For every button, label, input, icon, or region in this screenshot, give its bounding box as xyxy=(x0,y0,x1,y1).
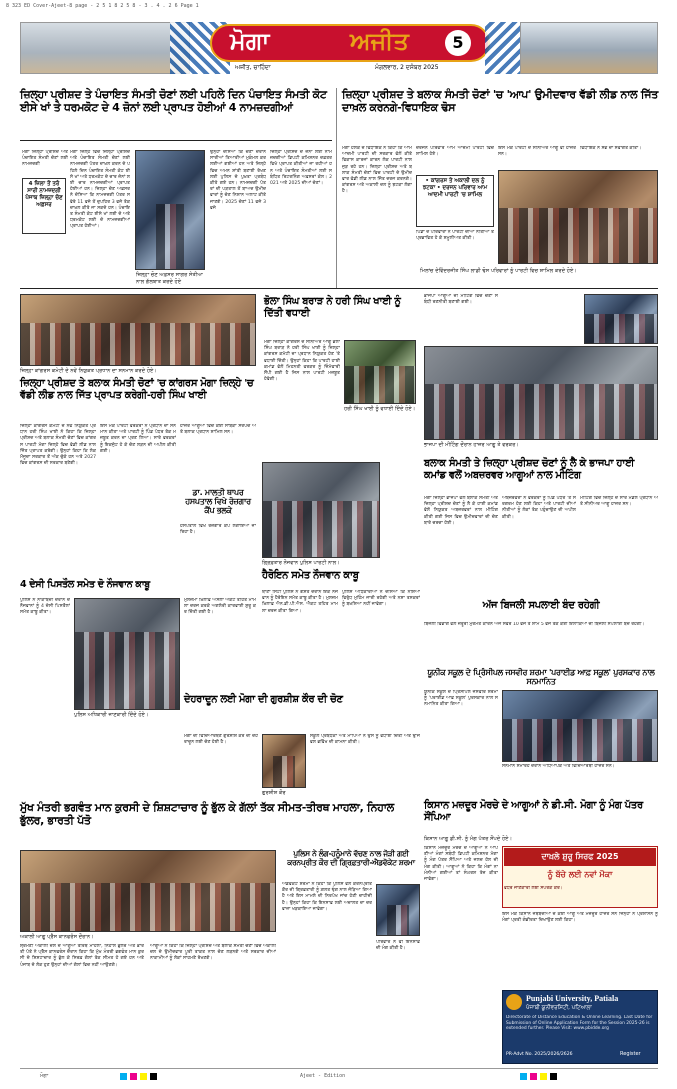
a6-body: ਭਾਜਪਾ ਆਗੂਆਂ ਦੀ ਮੀਟਿੰਗ ਵਿਚ ਚੋਣਾਂ ਸਬੰਧੀ ਰਣਨੀਤੀ ਬਣਾਈ ਗਈ। xyxy=(424,294,498,306)
a1-body: ਉਨ੍ਹਾਂ ਦੱਸਿਆ ਕਿ ਚੋਣਾਂ ਦੌਰਾਨ ਸਾਰੀਆਂ ਤਿਆਰੀਆਂ ਮੁਕੰਮਲ ਕਰ ਲਈਆਂ ਗਈਆਂ ਹਨ ਅਤੇ ਜ਼ਿਲ੍ਹੇ ਵਿਚ ਅਮਨ ਸ਼ਾਂਤੀ ਬਣਾਈ ਰੱਖਣ ਲਈ ਪੁਲਿਸ ਦੇ ਪੁਖ਼ਤਾ ਪ੍ਰਬੰਧ ਕੀਤੇ ਗਏ ਹਨ। ਨਾਮਜ਼ਦਗੀ ਪੱਤਰਾਂ ਦੀ ਪੜਤਾਲ ਤੋਂ ਬਾਅਦ ਉਮੀਦਵਾਰਾਂ ਨੂੰ ਚੋਣ ਨਿਸ਼ਾਨ ਅਲਾਟ ਕੀਤੇ ਜਾਣਗੇ। 2025 ਚੋਣਾਂ 11 ਵਜੇ 3 ਵਜੇ xyxy=(210,150,266,211)
register-label: Register xyxy=(620,1051,641,1057)
a13-body: ਆਗੂਆਂ ਨੇ ਕਿਹਾ ਕਿ ਜ਼ਿਲ੍ਹਾ ਪ੍ਰੀਸ਼ਦ ਅਤੇ ਬਲਾਕ ਸੰਮਤੀ ਚੋਣਾਂ ਵਿਚ ਅਕਾਲੀ ਦਲ ਦੇ ਉਮੀਦਵਾਰ ਪੂਰੀ ਤਾਕਤ ਨਾਲ ਚੋਣ ਲੜਨਗੇ ਅਤੇ ਸਰਕਾਰ ਦੀਆਂ ਨਾਕਾਮੀਆਂ ਨੂੰ ਲੋਕਾਂ ਸਾਹਮਣੇ ਰੱਖਣਗੇ। xyxy=(150,944,276,962)
university-name: Punjabi University, Patiala xyxy=(526,994,619,1003)
a13-photo xyxy=(20,850,276,932)
a8-body: ਮੁਲਜ਼ਮਾਂ ਖ਼ਿਲਾਫ਼ ਅਸਲਾ ਐਕਟ ਤਹਿਤ ਮਾਮਲਾ ਦਰਜ ਕਰਕੇ ਅਗਲੇਰੀ ਕਾਰਵਾਈ ਸ਼ੁਰੂ ਕਰ ਦਿੱਤੀ ਗਈ ਹੈ। xyxy=(184,598,256,616)
a2-box: • ਕਾਂਗਰਸ ਤੇ ਅਕਾਲੀ ਦਲ ਨੂੰ ਝਟਕਾ • ਦਰਜਨ ਪਰਿਵਾਰ ਆਮ ਆਦਮੀ ਪਾਰਟੀ 'ਚ ਸ਼ਾਮਿਲ xyxy=(416,175,494,227)
a4-headline: ਜ਼ਿਲ੍ਹਾ ਪ੍ਰੀਸ਼ਦ ਤੇ ਬਲਾਕ ਸੰਮਤੀ ਚੋਣਾਂ 'ਚ ਕਾਂਗਰਸ ਮੋਗਾ ਜ਼ਿਲ੍ਹੇ 'ਚ ਵੱਡੀ ਲੀਡ ਨਾਲ ਜਿੱਤ ਪ੍ਰਾਪਤ ਕਰੇਗੀ-ਹਰੀ ਸਿੰਘ ਖਾਈ xyxy=(20,378,254,401)
cmyk-mark xyxy=(130,1073,137,1080)
divider xyxy=(20,288,658,289)
a7-body: ਪੁਲਿਸ ਅਧਿਕਾਰੀਆਂ ਨੇ ਦੱਸਿਆ ਕਿ ਨਸ਼ਿਆਂ ਵਿਰੁੱਧ ਮੁਹਿੰਮ ਜਾਰੀ ਰਹੇਗੀ ਅਤੇ ਨਸ਼ਾ ਤਸਕਰਾਂ ਨੂੰ ਬਖ਼ਸ਼ਿਆ ਨਹੀਂ ਜਾਵੇਗਾ। xyxy=(342,590,420,608)
a14-body: ਐਡਵੋਕੇਟ ਸ਼ਰਮਾ ਨੇ ਕਿਹਾ ਕਿ ਪੁਲਿਸ ਵੱਲੋਂ ਕਰਨਪ੍ਰੀਤ ਕੌਰ ਦੀ ਗ੍ਰਿਫ਼ਤਾਰੀ ਨੂੰ ਗ਼ਲਤ ਢੰਗ ਨਾਲ ਜੋੜਿਆ ਗਿਆ ਹੈ ਅਤੇ ਇਸ ਮਾਮਲੇ ਦੀ ਨਿਰਪੱਖ ਜਾਂਚ ਹੋਣੀ ਚਾਹੀਦੀ ਹੈ। ਉਨ੍ਹਾਂ ਕਿਹਾ ਕਿ ਇਨਸਾਫ਼ ਲਈ ਅਦਾਲਤ ਦਾ ਦਰਵਾਜ਼ਾ ਖੜਕਾਇਆ ਜਾਵੇਗਾ। xyxy=(282,882,372,912)
a1-photo xyxy=(135,150,205,270)
a7-caption: ਗ੍ਰਿਫ਼ਤਾਰ ਨੌਜਵਾਨ ਪੁਲਿਸ ਪਾਰਟੀ ਨਾਲ। xyxy=(262,560,340,566)
a6-body: ਮੋਗਾ ਜ਼ਿਲ੍ਹਾ ਭਾਜਪਾ ਵੱਲੋਂ ਬਲਾਕ ਸੰਮਤੀ ਅਤੇ ਜ਼ਿਲ੍ਹਾ ਪ੍ਰੀਸ਼ਦ ਚੋਣਾਂ ਨੂੰ ਲੈ ਕੇ ਹਾਈ ਕਮਾਂਡ ਵੱਲੋਂ ਨਿਯੁਕਤ ਅਬਜ਼ਰਵਰਾਂ ਨਾਲ ਮੀਟਿੰਗ ਕੀਤੀ ਗਈ ਜਿਸ ਵਿਚ ਉਮੀਦਵਾਰਾਂ ਦੀ ਚੋਣ ਬਾਰੇ ਚਰਚਾ ਹੋਈ। xyxy=(424,496,498,526)
a6-photo xyxy=(424,346,658,440)
a1-body: ਮੋਗਾ ਜ਼ਿਲ੍ਹਾ ਪ੍ਰੀਸ਼ਦ ਅਤੇ ਪੰਚਾਇਤ ਸੰਮਤੀ ਚੋਣਾਂ ਲਈ ਨਾਮਜ਼ਦਗੀ xyxy=(22,150,68,168)
a8-photo xyxy=(74,598,180,710)
cmyk-mark xyxy=(520,1073,527,1080)
a1-box: 4 ਜ਼ਿਲਾ ਤੋਂ ਤਰੰ ਸਾਰੀ ਨਾਮਜ਼ਦਗੀ ਪੰਜਾਬ ਜ਼ਿਲ੍ਹਾ ਚੋਣ ਅਫ਼ਸਰ xyxy=(22,178,66,234)
footer-rule xyxy=(20,1068,658,1069)
a2-body: ਇਸ ਮੌਕੇ ਪਾਰਟੀ ਦੇ ਸੀਨੀਅਰ ਆਗੂ ਵੀ ਹਾਜ਼ਰ ਸਨ। xyxy=(498,146,576,158)
a12-headline: ਕਿਸਾਨ ਮਜ਼ਦੂਰ ਮੋਰਚੇ ਦੇ ਆਗੂਆਂ ਨੇ ਡੀ.ਸੀ. ਮੋਗਾ ਨੂੰ ਮੰਗ ਪੱਤਰ ਸੌਂਪਿਆ xyxy=(424,800,643,823)
a2-body: ਵਿਧਾਇਕ ਨੇ ਸਭ ਦਾ ਸਵਾਗਤ ਕੀਤਾ। xyxy=(580,146,642,151)
a9-body: ਮੋਗਾ ਦੀ ਵਿਦਿਆਰਥਣ ਗੁਰਸ਼ੀਸ਼ ਕੌਰ ਦੀ ਦੇਹਰਾਦੂਨ ਲਈ ਚੋਣ ਹੋਈ ਹੈ। xyxy=(184,734,258,746)
a10-body: ਬਿਜਲੀ ਵਿਭਾਗ ਵੱਲੋਂ ਜ਼ਰੂਰੀ ਮੁਰੰਮਤ ਕਾਰਨ ਅੱਜ ਸਵੇਰੇ 10 ਵਜੇ ਤੋਂ ਸ਼ਾਮ 5 ਵਜੇ ਤੱਕ ਕਈ ਇਲਾਕਿਆਂ ਦੀ ਬਿਜਲੀ ਸਪਲਾਈ ਬੰਦ ਰਹੇਗੀ। xyxy=(424,622,645,627)
a12-body: ਕਿਸਾਨ ਮਜ਼ਦੂਰ ਮੋਰਚੇ ਦੇ ਆਗੂਆਂ ਨੇ ਆਪਣੀਆਂ ਮੰਗਾਂ ਸਬੰਧੀ ਡਿਪਟੀ ਕਮਿਸ਼ਨਰ ਮੋਗਾ ਨੂੰ ਮੰਗ ਪੱਤਰ ਸੌਂਪਿਆ ਅਤੇ ਜਲਦ ਹੱਲ ਦੀ ਮੰਗ ਕੀਤੀ। ਆਗੂਆਂ ਨੇ ਕਿਹਾ ਕਿ ਮੰਗਾਂ ਨਾ ਮੰਨੀਆਂ ਗਈਆਂ ਤਾਂ ਸੰਘਰਸ਼ ਤੇਜ਼ ਕੀਤਾ ਜਾਵੇਗਾ। xyxy=(424,846,498,883)
cmyk-mark xyxy=(150,1073,157,1080)
a10-headline: ਅੱਜ ਬਿਜਲੀ ਸਪਲਾਈ ਬੰਦ ਰਹੇਗੀ xyxy=(482,600,600,611)
cmyk-mark xyxy=(140,1073,147,1080)
a2-body: ਪਿੰਡਾਂ ਦੇ ਪਰਿਵਾਰਾਂ ਨੇ ਪਾਰਟੀ ਦੀਆਂ ਨੀਤੀਆਂ ਤੋਂ ਪ੍ਰਭਾਵਿਤ ਹੋ ਕੇ ਸ਼ਮੂਲੀਅਤ ਕੀਤੀ। xyxy=(416,230,494,242)
a2-body: ਮੋਗਾ ਹਲਕੇ ਦੇ ਵਿਧਾਇਕ ਨੇ ਕਿਹਾ ਕਿ ਆਮ ਆਦਮੀ ਪਾਰਟੀ ਦੀ ਸਰਕਾਰ ਵੱਲੋਂ ਕੀਤੇ ਵਿਕਾਸ ਕਾਰਜਾਂ ਕਾਰਨ ਲੋਕ ਪਾਰਟੀ ਨਾਲ ਜੁੜ ਰਹੇ ਹਨ। ਜ਼ਿਲ੍ਹਾ ਪ੍ਰੀਸ਼ਦ ਅਤੇ ਬਲਾਕ ਸੰਮਤੀ ਚੋਣਾਂ ਵਿਚ ਪਾਰਟੀ ਦੇ ਉਮੀਦਵਾਰ ਵੱਡੀ ਲੀਡ ਨਾਲ ਜਿੱਤ ਦਰਜ ਕਰਨਗੇ। ਕਾਂਗਰਸ ਅਤੇ ਅਕਾਲੀ ਦਲ ਨੂੰ ਝਟਕਾ ਲੱਗਾ ਹੈ। xyxy=(342,146,412,195)
a12-body: ਇਸ ਮੌਕੇ ਕਿਸਾਨ ਜਥੇਬੰਦੀਆਂ ਦੇ ਕਈ ਆਗੂ ਅਤੇ ਮਜ਼ਦੂਰ ਹਾਜ਼ਰ ਸਨ ਜਿਨ੍ਹਾਂ ਨੇ ਪ੍ਰਸ਼ਾਸਨ ਨੂੰ ਮੰਗਾਂ ਪ੍ਰਤੀ ਗੰਭੀਰਤਾ ਦਿਖਾਉਣ ਲਈ ਕਿਹਾ। xyxy=(502,912,658,924)
a5-body: ਹਸਪਤਾਲ ਵਿਖੇ ਰੋਜ਼ਗਾਰ ਕੈਂਪ ਲਗਾਇਆ ਜਾ ਰਿਹਾ ਹੈ। xyxy=(180,524,256,536)
a11-photo xyxy=(502,690,658,762)
university-tagline: ਪੰਜਾਬੀ ਯੂਨੀਵਰਸਿਟੀ, ਪਟਿਆਲਾ xyxy=(526,1005,592,1011)
masthead-right-photo xyxy=(520,22,658,74)
a3-photo xyxy=(344,340,416,404)
a13-headline: ਮੁੱਖ ਮੰਤਰੀ ਭਗਵੰਤ ਮਾਨ ਕੁਰਸੀ ਦੇ ਸ਼ਿਸ਼ਟਾਚਾਰ ਨੂੰ ਭੁੱਲ ਕੇ ਗੱਲਾਂ ਤੱਕ ਸੀਮਤ-ਤੀਰਥ ਮਾਹਲਾ, ਨਿਹਾਲ ਭੁੱਲਰ, ਭਾਰਤੀ ਪੱਤੋ xyxy=(20,801,394,827)
a6-body: ਮੀਟਿੰਗ ਵਿਚ ਜ਼ਿਲ੍ਹੇ ਦੇ ਸਾਰੇ ਮੰਡਲ ਪ੍ਰਧਾਨ ਅਤੇ ਸੀਨੀਅਰ ਆਗੂ ਹਾਜ਼ਰ ਸਨ। xyxy=(580,496,658,508)
a2-body: ਦਰਜਨ ਪਰਿਵਾਰ ਆਮ ਆਦਮੀ ਪਾਰਟੀ ਵਿਚ ਸ਼ਾਮਿਲ ਹੋਏ। xyxy=(416,146,494,158)
a3-caption: ਹਰੀ ਸਿੰਘ ਖਾਈ ਨੂੰ ਵਧਾਈ ਦਿੰਦੇ ਹੋਏ। xyxy=(344,406,416,412)
masthead-paper: ਅਜੀਤ xyxy=(350,26,409,55)
page-number: 5 xyxy=(445,30,471,56)
a8-headline: 4 ਦੇਸੀ ਪਿਸਤੌਲ ਸਮੇਤ ਦੋ ਨੌਜਵਾਨ ਕਾਬੂ xyxy=(20,579,150,590)
a7-body: ਥਾਣਾ ਸਿਟੀ ਪੁਲਿਸ ਨੇ ਗਸ਼ਤ ਦੌਰਾਨ ਇਕ ਨੌਜਵਾਨ ਨੂੰ ਹੈਰੋਇਨ ਸਮੇਤ ਕਾਬੂ ਕੀਤਾ ਹੈ। ਮੁਲਜ਼ਮ ਖ਼ਿਲਾਫ਼ ਐਨ.ਡੀ.ਪੀ.ਐਸ. ਐਕਟ ਤਹਿਤ ਮਾਮਲਾ ਦਰਜ ਕੀਤਾ ਗਿਆ। xyxy=(262,590,338,614)
divider xyxy=(336,88,337,288)
a13-body: ਸ਼੍ਰੋਮਣੀ ਅਕਾਲੀ ਦਲ ਦੇ ਆਗੂਆਂ ਤੀਰਥ ਮਾਹਲਾ, ਨਿਹਾਲ ਭੁੱਲਰ ਅਤੇ ਭਾਰਤੀ ਪੱਤੋ ਨੇ ਪ੍ਰੈੱਸ ਕਾਨਫਰੰਸ ਦੌਰਾਨ ਕਿਹਾ ਕਿ ਮੁੱਖ ਮੰਤਰੀ ਭਗਵੰਤ ਮਾਨ ਕੁਰਸੀ ਦੇ ਸ਼ਿਸ਼ਟਾਚਾਰ ਨੂੰ ਭੁੱਲ ਕੇ ਸਿਰਫ਼ ਗੱਲਾਂ ਤੱਕ ਸੀਮਤ ਹੋ ਗਏ ਹਨ ਅਤੇ ਪੰਜਾਬ ਦੇ ਲੋਕ ਹੁਣ ਉਨ੍ਹਾਂ ਦੀਆਂ ਗੱਲਾਂ ਵਿਚ ਨਹੀਂ ਆਉਣਗੇ। xyxy=(20,944,144,968)
ad-sub: ਨੂੰ ਬੱਚੇ ਲਈ ਨਵਾਂ ਮੌਕਾ xyxy=(547,870,613,879)
a7-headline: ਹੈਰੋਇਨ ਸਮੇਤ ਨੌਜਵਾਨ ਕਾਬੂ xyxy=(262,570,359,581)
a3-body: ਮੋਗਾ ਜ਼ਿਲ੍ਹਾ ਕਾਂਗਰਸ ਦੇ ਸੀਨੀਅਰ ਆਗੂ ਭੋਲਾ ਸਿੰਘ ਬਰਾੜ ਨੇ ਹਰੀ ਸਿੰਘ ਖਾਈ ਨੂੰ ਜ਼ਿਲ੍ਹਾ ਕਾਂਗਰਸ ਕਮੇਟੀ ਦਾ ਪ੍ਰਧਾਨ ਨਿਯੁਕਤ ਹੋਣ 'ਤੇ ਵਧਾਈ ਦਿੱਤੀ। ਉਨ੍ਹਾਂ ਕਿਹਾ ਕਿ ਪਾਰਟੀ ਹਾਈ ਕਮਾਂਡ ਵੱਲੋਂ ਮਿਹਨਤੀ ਵਰਕਰ ਨੂੰ ਜ਼ਿੰਮੇਵਾਰੀ ਸੌਂਪੀ ਗਈ ਹੈ ਜਿਸ ਨਾਲ ਪਾਰਟੀ ਮਜ਼ਬੂਤ ਹੋਵੇਗੀ। xyxy=(264,340,340,383)
divider xyxy=(20,140,332,141)
cmyk-mark xyxy=(530,1073,537,1080)
a2-caption: ਮਿਲਾਂਚ ਦੇਵਿੰਦਰਜੀਤ ਸਿੰਘ ਲਾਡੀ ਢੋਸ ਪਰਿਵਾਰਾਂ ਨੂੰ ਪਾਰਟੀ ਵਿਚ ਸ਼ਾਮਿਲ ਕਰਦੇ ਹੋਏ। xyxy=(420,268,577,274)
a11-headline: ਯੂਨੀਕ ਸਕੂਲ ਦੇ ਪ੍ਰਿੰਸੀਪਲ ਜਸਵੀਰ ਸ਼ਰਮਾ 'ਪਰਾਈਡ ਆਫ਼ ਸਕੂਲ' ਪੁਰਸਕਾਰ ਨਾਲ ਸਨਮਾਨਿਤ xyxy=(427,668,655,687)
a14-body: ਪਰਿਵਾਰ ਨੇ ਵੀ ਇਨਸਾਫ਼ ਦੀ ਮੰਗ ਕੀਤੀ ਹੈ। xyxy=(376,940,420,952)
ad-banner: ਦਾਖ਼ਲੇ ਸ਼ੁਰੂ ਸਿਰਫ 2025 xyxy=(504,848,656,866)
university-ref: PR-Advt No. 2025/2026/2626 xyxy=(506,1052,573,1057)
masthead-city: ਮੋਗਾ xyxy=(230,26,270,55)
a4-body: ਇਸ ਮੌਕੇ ਪਾਰਟੀ ਵਰਕਰਾਂ ਨੇ ਪ੍ਰਧਾਨ ਦਾ ਸਨਮਾਨ ਕੀਤਾ ਅਤੇ ਪਾਰਟੀ ਨੂੰ ਪਿੰਡ ਪੱਧਰ ਤੱਕ ਮਜ਼ਬੂਤ ਕਰਨ ਦਾ ਪ੍ਰਣ ਲਿਆ। ਸਾਰੇ ਵਰਕਰਾਂ ਨੂੰ ਇਕਜੁੱਟ ਹੋ ਕੇ ਚੋਣ ਲੜਨ ਦੀ ਅਪੀਲ ਕੀਤੀ ਗਈ। xyxy=(100,424,176,454)
a4-photo xyxy=(20,294,256,366)
a1-caption: ਜ਼ਿਲ੍ਹਾ ਚੋਣ ਅਫ਼ਸਰ ਸਾਗਰ ਸੇਤੀਆ ਨਾਲ ਗੱਲਬਾਤ ਕਰਦੇ ਹੋਏ xyxy=(136,272,203,285)
masthead xyxy=(20,22,658,74)
university-fine-print: Directorate of Distance Education & Online Learning. Last Date for Submission of Online Application Form for the Session 2025-26 is extended further. Please Visit: www.pbidde.org xyxy=(506,1015,653,1032)
a9-photo xyxy=(262,734,306,788)
a5-headline: ਡਾ. ਮਾਲਤੀ ਥਾਪਰ ਹਸਪਤਾਲ ਵਿਖੇ ਰੋਜ਼ਗਾਰ ਕੈਂਪ ਭਲਕੇ xyxy=(185,488,251,516)
a7-photo xyxy=(262,462,380,558)
university-logo-icon xyxy=(506,994,522,1010)
a9-headline: ਦੇਹਰਾਦੂਨ ਲਈ ਮੋਗਾ ਦੀ ਗੁਰਸ਼ੀਸ਼ ਕੌਰ ਦੀ ਚੋਣ xyxy=(184,694,343,705)
a6-body: ਅਬਜ਼ਰਵਰਾਂ ਨੇ ਵਰਕਰਾਂ ਨੂੰ ਪਿੰਡ ਪੱਧਰ 'ਤੇ ਸਰਗਰਮ ਹੋਣ ਲਈ ਕਿਹਾ ਅਤੇ ਪਾਰਟੀ ਦੀਆਂ ਨੀਤੀਆਂ ਨੂੰ ਲੋਕਾਂ ਤੱਕ ਪਹੁੰਚਾਉਣ ਦੀ ਅਪੀਲ ਕੀਤੀ। xyxy=(502,496,576,520)
a1-body: ਮੋਗਾ ਜ਼ਿਲ੍ਹੇ ਵਿਚ ਜ਼ਿਲ੍ਹਾ ਪ੍ਰੀਸ਼ਦ ਅਤੇ ਪੰਚਾਇਤ ਸੰਮਤੀ ਚੋਣਾਂ ਲਈ ਨਾਮਜ਼ਦਗੀ ਪੱਤਰ ਦਾਖ਼ਲ ਕਰਨ ਦੇ ਪਹਿਲੇ ਦਿਨ ਪੰਚਾਇਤ ਸੰਮਤੀ ਕੋਟ ਈਸੇ ਖਾਂ ਅਤੇ ਧਰਮਕੋਟ ਦੇ ਚਾਰ ਜ਼ੋਨਾਂ ਲਈ ਚਾਰ ਨਾਮਜ਼ਦਗੀਆਂ ਪ੍ਰਾਪਤ ਹੋਈਆਂ ਹਨ। ਜ਼ਿਲ੍ਹਾ ਚੋਣ ਅਫ਼ਸਰ ਨੇ ਦੱਸਿਆ ਕਿ ਨਾਮਜ਼ਦਗੀ ਪੱਤਰ ਸਵੇਰੇ 11 ਵਜੇ ਤੋਂ ਦੁਪਹਿਰ 3 ਵਜੇ ਤੱਕ ਦਾਖ਼ਲ ਕੀਤੇ ਜਾ ਸਕਦੇ ਹਨ। ਪੰਚਾਇਤ ਸੰਮਤੀ ਕੋਟ ਈਸੇ ਖਾਂ ਲਈ ਦੋ ਅਤੇ ਧਰਮਕੋਟ ਲਈ ਦੋ ਨਾਮਜ਼ਦਗੀਆਂ ਪ੍ਰਾਪਤ ਹੋਈਆਂ। xyxy=(70,150,130,230)
a4-body: ਹਾਜ਼ਰ ਆਗੂਆਂ ਵਿਚ ਕਈ ਸਾਬਕਾ ਸਰਪੰਚ ਅਤੇ ਬਲਾਕ ਪ੍ਰਧਾਨ ਸ਼ਾਮਿਲ ਸਨ। xyxy=(180,424,256,436)
a4-caption: ਜ਼ਿਲ੍ਹਾ ਕਾਂਗਰਸ ਕਮੇਟੀ ਦੇ ਨਵੇਂ ਨਿਯੁਕਤ ਪ੍ਰਧਾਨ ਦਾ ਸਨਮਾਨ ਕਰਦੇ ਹੋਏ। xyxy=(20,368,157,374)
a1-headline: ਜ਼ਿਲ੍ਹਾ ਪ੍ਰੀਸ਼ਦ ਤੇ ਪੰਚਾਇਤ ਸੰਮਤੀ ਚੋਣਾਂ ਲਈ ਪਹਿਲੇ ਦਿਨ ਪੰਚਾਇਤ ਸੰਮਤੀ ਕੋਟ ਈਸੇ ਖਾਂ ਤੇ ਧਰਮਕੋਟ ਦੇ 4 ਜ਼ੋਨਾਂ ਲਈ ਪ੍ਰਾਪਤ ਹੋਈਆਂ 4 ਨਾਮਜ਼ਦਗੀਆਂ xyxy=(20,88,327,114)
a6-headline: ਬਲਾਕ ਸੰਮਤੀ ਤੇ ਜ਼ਿਲ੍ਹਾ ਪ੍ਰੀਸ਼ਦ ਚੋਣਾਂ ਨੂੰ ਲੈ ਕੇ ਭਾਜਪਾ ਹਾਈ ਕਮਾਂਡ ਵਲੋਂ ਅਬਜ਼ਰਵਰ ਆਗੂਆਂ ਨਾਲ ਮੀਟਿੰਗ xyxy=(424,458,635,481)
footer-left: ਮੋਗਾ xyxy=(40,1073,49,1079)
edition-line: ਅਜੀਤ, ਚਾਹਿੰਦਾ xyxy=(235,64,271,71)
a12-caption: ਕਿਸਾਨ ਆਗੂ ਡੀ.ਸੀ. ਨੂੰ ਮੰਗ ਪੱਤਰ ਸੌਂਪਦੇ ਹੋਏ। xyxy=(424,836,513,842)
a2-photo xyxy=(498,170,658,264)
ad-notice: ਵਧੇਰੇ ਜਾਣਕਾਰੀ ਲਈ ਸੰਪਰਕ ਕਰੋ। xyxy=(504,886,563,891)
cmyk-mark xyxy=(550,1073,557,1080)
cmyk-mark xyxy=(540,1073,547,1080)
a4-body: ਜ਼ਿਲ੍ਹਾ ਕਾਂਗਰਸ ਕਮੇਟੀ ਦੇ ਨਵੇਂ ਨਿਯੁਕਤ ਪ੍ਰਧਾਨ ਹਰੀ ਸਿੰਘ ਖਾਈ ਨੇ ਕਿਹਾ ਕਿ ਜ਼ਿਲ੍ਹਾ ਪ੍ਰੀਸ਼ਦ ਅਤੇ ਬਲਾਕ ਸੰਮਤੀ ਚੋਣਾਂ ਵਿਚ ਕਾਂਗਰਸ ਪਾਰਟੀ ਮੋਗਾ ਜ਼ਿਲ੍ਹੇ ਵਿਚ ਵੱਡੀ ਲੀਡ ਨਾਲ ਜਿੱਤ ਪ੍ਰਾਪਤ ਕਰੇਗੀ। ਉਨ੍ਹਾਂ ਕਿਹਾ ਕਿ ਲੋਕ ਮੌਜੂਦਾ ਸਰਕਾਰ ਤੋਂ ਅੱਕ ਚੁੱਕੇ ਹਨ ਅਤੇ 2027 ਵਿਚ ਕਾਂਗਰਸ ਦੀ ਸਰਕਾਰ ਬਣੇਗੀ। xyxy=(20,424,96,467)
a9-caption: ਗੁਰਸ਼ੀਸ਼ ਕੌਰ xyxy=(262,790,286,796)
a9-body: ਸਕੂਲ ਪ੍ਰਬੰਧਕਾਂ ਅਤੇ ਮਾਪਿਆਂ ਨੇ ਉਸ ਨੂੰ ਵਧਾਈ ਦਿੱਤੀ ਅਤੇ ਉੱਜਵਲ ਭਵਿੱਖ ਦੀ ਕਾਮਨਾ ਕੀਤੀ। xyxy=(310,734,420,746)
a13-caption: ਅਕਾਲੀ ਆਗੂ ਪ੍ਰੈੱਸ ਕਾਨਫਰੰਸ ਦੌਰਾਨ। xyxy=(20,934,94,940)
a6-small-photo xyxy=(584,294,658,344)
a8-body: ਪੁਲਿਸ ਨੇ ਨਾਕਾਬੰਦੀ ਦੌਰਾਨ ਦੋ ਨੌਜਵਾਨਾਂ ਨੂੰ 4 ਦੇਸੀ ਪਿਸਤੌਲਾਂ ਸਮੇਤ ਕਾਬੂ ਕੀਤਾ। xyxy=(20,598,70,616)
a11-body: ਸਨਮਾਨ ਸਮਾਰੋਹ ਦੌਰਾਨ ਅਧਿਆਪਕ ਅਤੇ ਵਿਦਿਆਰਥੀ ਹਾਜ਼ਰ ਸਨ। xyxy=(502,764,615,769)
a14-photo xyxy=(376,884,420,936)
cmyk-mark xyxy=(120,1073,127,1080)
a14-headline: ਪੁਲਿਸ ਨੇ ਲੰਗ-ਹਨੂੰਮਾਨੇ ਵੱਚਣ ਨਾਲ ਜੋੜੀ ਗਈ ਕਰਨਪ੍ਰੀਤ ਕੌਰ ਦੀ ਗ੍ਰਿਫ਼ਤਾਰੀ-ਐਡਵੋਕੇਟ ਸ਼ਰਮਾ xyxy=(287,849,415,867)
masthead-left-photo xyxy=(20,22,190,74)
a8-caption: ਪੁਲਿਸ ਅਧਿਕਾਰੀ ਜਾਣਕਾਰੀ ਦਿੰਦੇ ਹੋਏ। xyxy=(74,712,149,718)
a3-headline: ਭੋਲਾ ਸਿੰਘ ਬਰਾੜ ਨੇ ਹਰੀ ਸਿੰਘ ਖਾਈ ਨੂੰ ਦਿੱਤੀ ਵਧਾਈ xyxy=(264,296,401,319)
a1-body: ਜ਼ਿਲ੍ਹਾ ਪ੍ਰੀਸ਼ਦ ਦੇ ਜ਼ੋਨਾਂ ਲਈ ਨਾਮਜ਼ਦਗੀਆਂ ਡਿਪਟੀ ਕਮਿਸ਼ਨਰ ਦਫ਼ਤਰ ਵਿਖੇ ਪ੍ਰਾਪਤ ਕੀਤੀਆਂ ਜਾ ਰਹੀਆਂ ਹਨ ਅਤੇ ਪੰਚਾਇਤ ਸੰਮਤੀਆਂ ਲਈ ਸਬੰਧਿਤ ਰਿਟਰਨਿੰਗ ਅਫ਼ਸਰਾਂ ਕੋਲ। 2021 ਅਤੇ 2025 ਦੀਆਂ ਚੋਣਾਂ। xyxy=(270,150,332,187)
a11-body: ਯੂਨੀਕ ਸਕੂਲ ਦੇ ਪ੍ਰਿੰਸੀਪਲ ਜਸਵੀਰ ਸ਼ਰਮਾ ਨੂੰ 'ਪਰਾਈਡ ਆਫ਼ ਸਕੂਲ' ਪੁਰਸਕਾਰ ਨਾਲ ਸਨਮਾਨਿਤ ਕੀਤਾ ਗਿਆ। xyxy=(424,690,498,708)
a6-caption: ਭਾਜਪਾ ਦੀ ਮੀਟਿੰਗ ਦੌਰਾਨ ਹਾਜ਼ਰ ਆਗੂ ਤੇ ਵਰਕਰ। xyxy=(424,442,519,448)
footer-mid: Ajeet - Edition xyxy=(300,1073,346,1079)
print-slug: 8 323 ED Cover-Ajeet-8 page - 2 5 1 8 2 5 8 - 3 . 4 . 2 6 Page 1 xyxy=(6,3,199,9)
a2-headline: ਜ਼ਿਲ੍ਹਾ ਪ੍ਰੀਸ਼ਦ ਤੇ ਬਲਾਕ ਸੰਮਤੀ ਚੋਣਾਂ 'ਚ 'ਆਪ' ਉਮੀਦਵਾਰ ਵੱਡੀ ਲੀਡ ਨਾਲ ਜਿੱਤ ਦਾਖ਼ਲ ਕਰਨਗੇ-ਵਿਧਾਇਕ ਢੋਸ xyxy=(342,88,659,114)
date-line: ਮੰਗਲਵਾਰ, 2 ਦਸੰਬਰ 2025 xyxy=(375,64,439,71)
